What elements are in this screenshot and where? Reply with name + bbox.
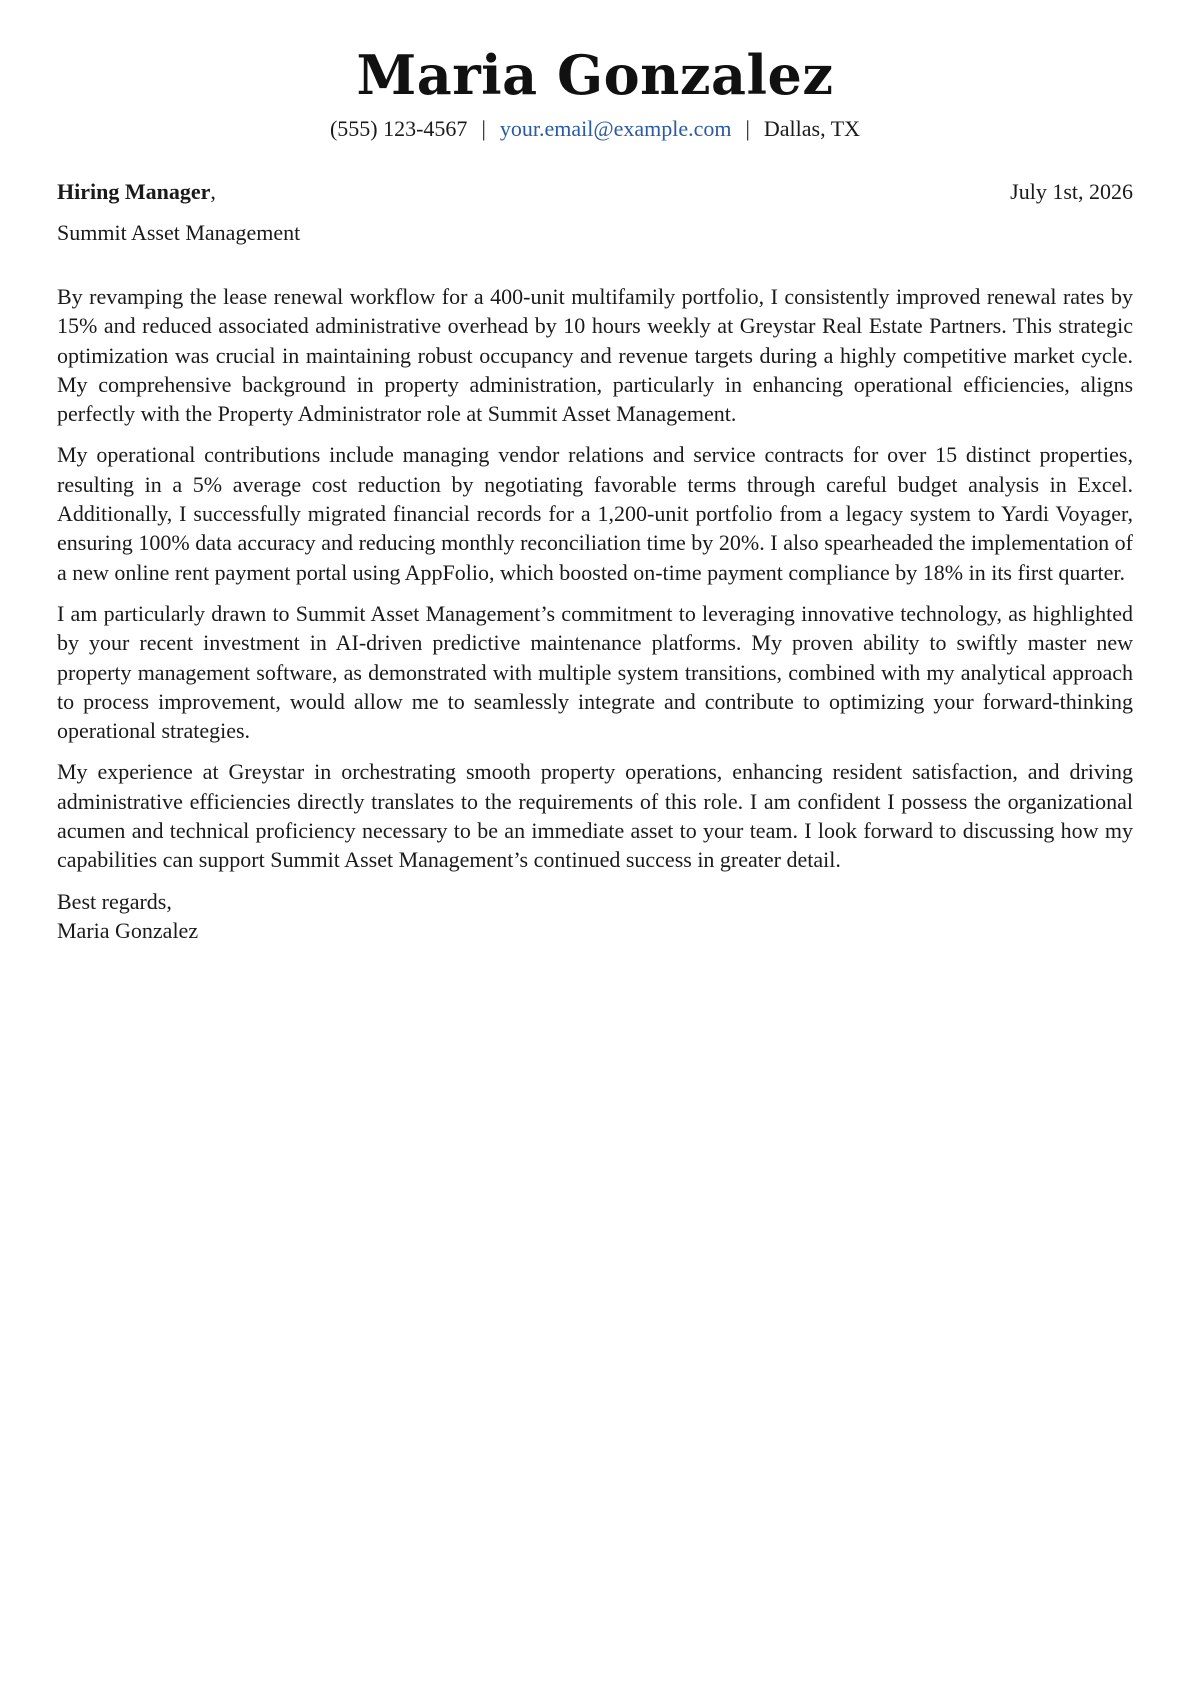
company-name: Summit Asset Management (57, 220, 301, 245)
closing-block (57, 887, 1133, 945)
separator: | (481, 116, 486, 141)
letter-date: July 1st, 2026 (1010, 179, 1133, 204)
email-link[interactable]: your.email@example.com (499, 116, 732, 141)
paragraph: By revamping the lease renewal workflow for a 400-unit multifamily portfolio, I consistently improved renewal rates by 15% and reduced associated administrative overhead by 10 hours weekly at Greystar Real Estate Partners. This strategic optimization was crucial in maintaining robust occupancy and revenue targets during a highly competitive market cycle. My comprehensive background in property administration, particularly in enhancing operational efficiencies, aligns perfectly with the Property Administrator role at Summit Asset Management. (57, 284, 1133, 427)
separator: | (745, 116, 750, 141)
contact-line (57, 114, 1133, 144)
letter-body (57, 282, 1133, 945)
greeting-row (57, 177, 1133, 207)
applicant-name: Maria Gonzalez (356, 43, 834, 107)
recipient-comma: , (210, 179, 216, 204)
location: Dallas, TX (763, 116, 861, 141)
paragraph: I am particularly drawn to Summit Asset Management’s commitment to leveraging innovative technology, as highlighted by your recent investment in AI-driven predictive maintenance platforms. My proven ability to swiftly master new property management software, as demonstrated with multiple system transitions, combined with my analytical approach to process improvement, would allow me to seamlessly integrate and contribute to optimizing your forward-thinking operational strategies. (57, 600, 1133, 744)
paragraph: My operational contributions include managing vendor relations and service contracts for over 15 distinct properties, resulting in a 5% average cost reduction by negotiating favorable terms through careful budget analysis in Excel. Additionally, I successfully migrated financial records for a 1,200-unit portfolio from a legacy system to Yardi Voyager, ensuring 100% data accuracy and reducing monthly reconciliation time by 20%. I also spearheaded the implementation of a new online rent payment portal using AppFolio, which boosted on-time payment compliance by 18% in its first quarter. (57, 442, 1133, 585)
recipient-name: Hiring Manager (57, 179, 211, 204)
paragraph: My experience at Greystar in orchestrating smooth property operations, enhancing resident satisfaction, and driving administrative efficiencies directly translates to the requirements of this role. I am confident I possess the organizational acumen and technical proficiency necessary to be an immediate asset to your team. I look forward to discussing how my capabilities can support Summit Asset Management’s continued success in greater detail. (57, 759, 1133, 873)
signature-name: Maria Gonzalez (57, 917, 199, 943)
closing-salutation: Best regards, (57, 888, 172, 914)
phone-number: (555) 123-4567 (329, 116, 468, 141)
